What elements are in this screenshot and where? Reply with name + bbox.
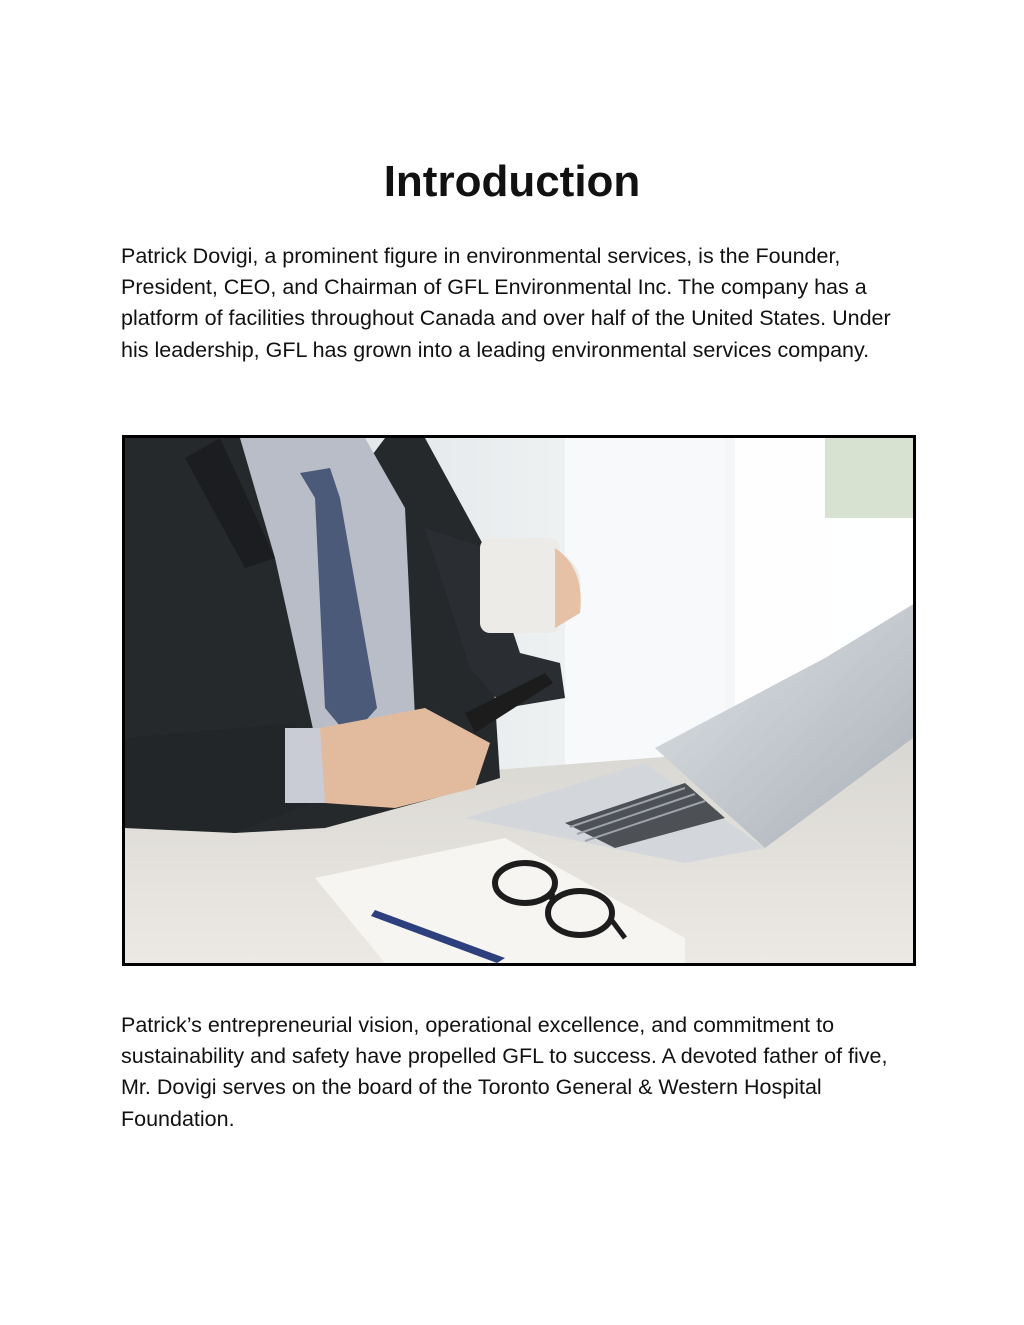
- page-title: Introduction: [383, 157, 641, 206]
- intro-paragraph: Patrick Dovigi, a prominent figure in environmental services, is the Founder, President, CEO, and Chairman of GFL Environmental Inc. The company has a platform of facilities throughout Canada and over half of the United States. Under his leadership, GFL has grown into a leading environmental services company.: [121, 244, 891, 362]
- vision-paragraph: Patrick’s entrepreneurial vision, operational excellence, and commitment to sustainability and safety have propelled GFL to success. A devoted father of five, Mr. Dovigi serves on the board of the Toronto General & Western Hospital Foundation.: [121, 1013, 888, 1131]
- businessman-photo: [122, 435, 916, 966]
